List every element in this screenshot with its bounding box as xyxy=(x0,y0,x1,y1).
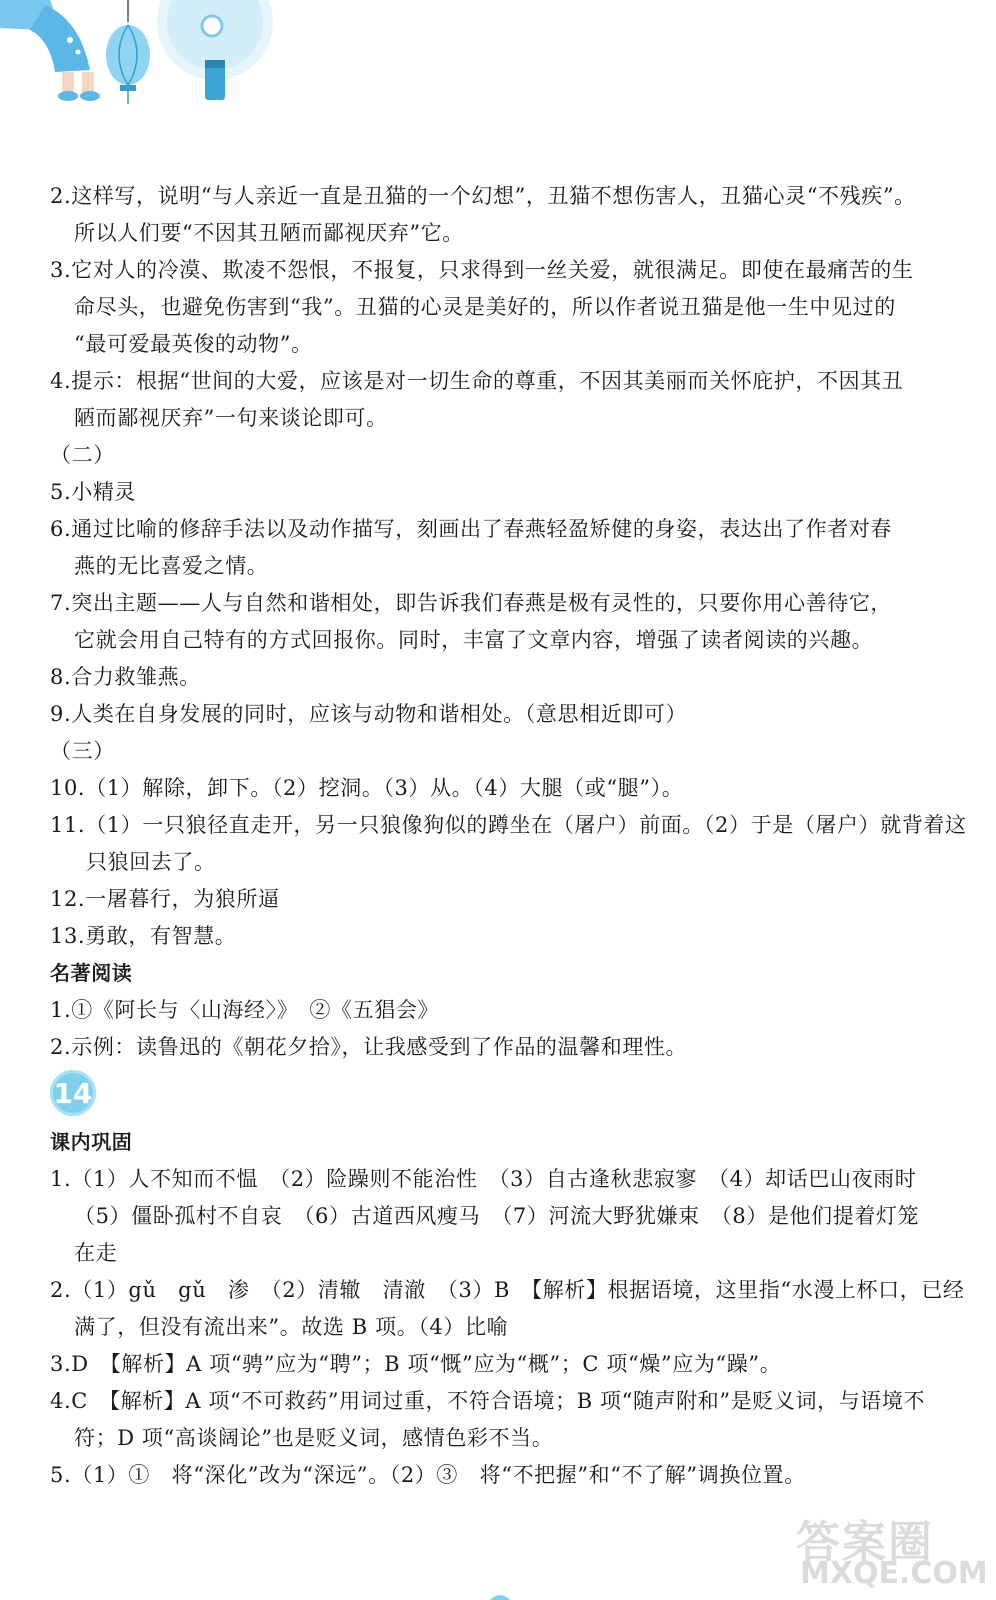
answer-line: 所以人们要“不因其丑陋而鄙视厌弃”它。 xyxy=(74,221,464,245)
answer-line: 陋而鄙视厌弃”一句来谈论即可。 xyxy=(74,406,388,430)
watermark-bottom: MXQE.COM xyxy=(800,1556,988,1591)
answer-line: 在走 xyxy=(74,1241,118,1265)
answer-line: 11.（1）一只狼径直走开，另一只狼像狗似的蹲坐在（屠户）前面。（2）于是（屠户）就背着这 xyxy=(50,813,967,837)
answer-line: 2.（1）gǔ gǔ 渗 （2）清辙 清澈 （3）B 【解析】根据语境，这里指“水漫上杯口，已经 xyxy=(50,1278,965,1302)
answer-line: 1.①《阿长与〈山海经〉》 ②《五猖会》 xyxy=(50,998,440,1022)
answer-line: 4.提示：根据“世间的大爱，应该是对一切生命的尊重，不因其美丽而关怀庇护，不因其丑 xyxy=(50,369,904,393)
answer-block-2 xyxy=(50,1124,965,1494)
answer-line: 只狼回去了。 xyxy=(86,850,216,874)
section-badge-row xyxy=(50,1066,950,1124)
answer-line: 9.人类在自身发展的同时，应该与动物和谐相处。（意思相近即可） xyxy=(50,702,688,726)
answer-line: （二） xyxy=(50,443,115,467)
answer-line: 2.这样写，说明“与人亲近一直是丑猫的一个幻想”，丑猫不想伤害人，丑猫心灵“不残疾”。 xyxy=(50,184,916,208)
section-heading: 名著阅读 xyxy=(50,961,133,985)
answer-line: （三） xyxy=(50,739,115,763)
answer-line: 12.一屠暮行，为狼所逼 xyxy=(50,887,280,911)
answer-line: 6.通过比喻的修辞手法以及动作描写，刻画出了春燕轻盈矫健的身姿，表达出了作者对春 xyxy=(50,517,893,541)
answer-line: 13.勇敢，有智慧。 xyxy=(50,924,237,948)
answer-line: 5.（1）① 将“深化”改为“深远”。（2）③ 将“不把握”和“不了解”调换位置。 xyxy=(50,1463,806,1487)
answer-line: 它就会用自己特有的方式回报你。同时，丰富了文章内容，增强了读者阅读的兴趣。 xyxy=(74,628,874,652)
answer-line: 8.合力救雏燕。 xyxy=(50,665,201,689)
answer-line: 命尽头，也避免伤害到“我”。丑猫的心灵是美好的，所以作者说丑猫是他一生中见过的 xyxy=(74,295,896,319)
answer-line: 10.（1）解除，卸下。（2）挖洞。（3）从。（4）大腿（或“腿”）。 xyxy=(50,776,684,800)
answer-line: （5）僵卧孤村不自哀 （6）古道西风瘦马 （7）河流大野犹嫌束 （8）是他们提着灯笼 xyxy=(74,1204,920,1228)
answer-line: 3.D 【解析】A 项“骋”应为“聘”；B 项“慨”应为“概”；C 项“燥”应为“躁”。 xyxy=(50,1352,782,1376)
answer-block-1 xyxy=(50,178,967,1066)
answer-content xyxy=(50,178,967,1494)
watermark xyxy=(796,1504,988,1594)
answer-line: 满了，但没有流出来”。故选 B 项。（4）比喻 xyxy=(74,1315,509,1339)
section-heading: 课内巩固 xyxy=(50,1130,133,1154)
answer-line: 5.小精灵 xyxy=(50,480,137,504)
section-number-badge: 14 xyxy=(50,1070,96,1116)
answer-line: “最可爱最英俊的动物”。 xyxy=(74,332,313,356)
answer-line: 7.突出主题——人与自然和谐相处，即告诉我们春燕是极有灵性的，只要你用心善待它， xyxy=(50,591,893,615)
header-illustration xyxy=(0,0,300,110)
answer-line: 1.（1）人不知而不愠 （2）险躁则不能治性 （3）自古逢秋悲寂寥 （4）却话巴山夜雨时 xyxy=(50,1167,917,1191)
watermark-top: 答案圈 xyxy=(796,1517,934,1568)
answer-line: 2.示例：读鲁迅的《朝花夕拾》，让我感受到了作品的温馨和理性。 xyxy=(50,1035,688,1059)
answer-line: 符；D 项“高谈阔论”也是贬义词，感情色彩不当。 xyxy=(74,1426,554,1450)
answer-line: 3.它对人的冷漠、欺凌不怨恨，不报复，只求得到一丝关爱，就很满足。即使在最痛苦的生 xyxy=(50,258,914,282)
page-bottom-mark xyxy=(470,1590,530,1600)
answer-line: 4.C 【解析】A 项“不可救药”用词过重，不符合语境；B 项“随声附和”是贬义词，与语境不 xyxy=(50,1389,926,1413)
answer-line: 燕的无比喜爱之情。 xyxy=(74,554,269,578)
